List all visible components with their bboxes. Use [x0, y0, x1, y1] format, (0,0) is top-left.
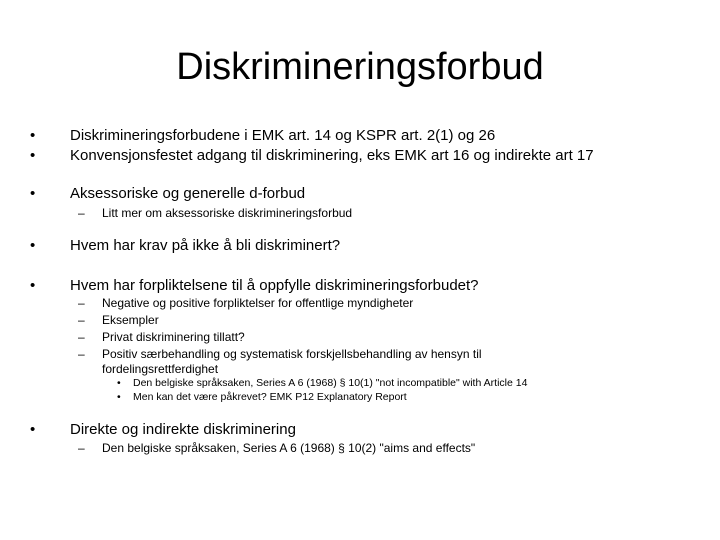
sub-list-item-text: fordelingsrettferdighet [102, 362, 219, 376]
dash-icon: – [78, 313, 85, 327]
dash-icon: – [78, 330, 85, 344]
sub-sub-list-item-text: Den belgiske språksaken, Series A 6 (1968) § 10(1) "not incompatible" with Article 14 [133, 377, 528, 389]
dash-icon: – [78, 296, 85, 310]
sub-list-item-text: Negative og positive forpliktelser for offentlige myndigheter [102, 296, 414, 310]
bullet-icon: • [117, 377, 121, 389]
sub-list-item-text: Positiv særbehandling og systematisk forskjellsbehandling av hensyn til [102, 347, 482, 361]
list-item-text: Direkte og indirekte diskriminering [70, 421, 296, 438]
list-item-text: Diskrimineringsforbudene i EMK art. 14 og KSPR art. 2(1) og 26 [70, 127, 496, 144]
bullet-icon: • [117, 391, 121, 403]
list-item-text: Konvensjonsfestet adgang til diskriminering, eks EMK art 16 og indirekte art 17 [70, 147, 594, 164]
bullet-icon: • [30, 127, 36, 144]
bullet-icon: • [30, 421, 36, 438]
list-item-text: Hvem har krav på ikke å bli diskriminert? [70, 237, 341, 254]
list-item-text: Aksessoriske og generelle d-forbud [70, 185, 306, 202]
sub-list-item-text: Privat diskriminering tillatt? [102, 330, 245, 344]
bullet-icon: • [30, 277, 36, 294]
slide-title: Diskrimineringsforbud [176, 46, 544, 88]
sub-list-item-text: Litt mer om aksessoriske diskrimineringsforbud [102, 206, 353, 220]
sub-list-item-text: Eksempler [102, 313, 159, 327]
sub-list-item-text: Den belgiske språksaken, Series A 6 (1968) § 10(2) "aims and effects" [102, 441, 476, 455]
dash-icon: – [78, 206, 85, 220]
bullet-icon: • [30, 237, 36, 254]
bullet-icon: • [30, 185, 36, 202]
bullet-icon: • [30, 147, 36, 164]
dash-icon: – [78, 441, 85, 455]
dash-icon: – [78, 347, 85, 361]
list-item-text: Hvem har forpliktelsene til å oppfylle diskrimineringsforbudet? [70, 277, 479, 294]
sub-sub-list-item-text: Men kan det være påkrevet? EMK P12 Explanatory Report [133, 391, 407, 403]
